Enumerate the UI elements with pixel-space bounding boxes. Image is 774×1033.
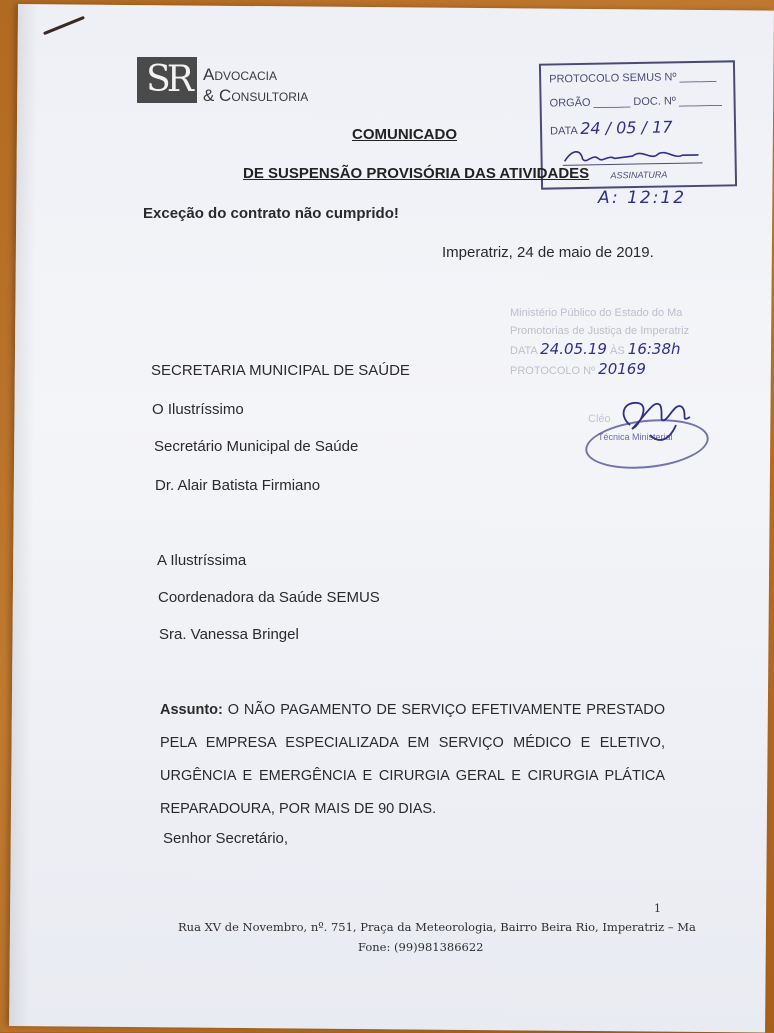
- recipient-line-4: Dr. Alair Batista Firmiano: [155, 477, 321, 494]
- salutation: Senhor Secretário,: [163, 830, 289, 847]
- logo-line-1: Advocacia: [203, 65, 278, 84]
- stamp-line-orgao: ORGÃO ______ DOC. Nº _______: [549, 94, 722, 110]
- page-number: 1: [654, 902, 661, 915]
- stamp-caption: ASSINATURA: [610, 169, 668, 181]
- received-stamp-line-2: Promotorias de Justiça de Imperatriz: [510, 325, 690, 337]
- oval-stamp-role: Técnica Ministerial: [598, 432, 673, 442]
- logo-text: [203, 64, 308, 106]
- stamp-line-data: DATA 24 / 05 / 17: [549, 117, 673, 139]
- official-signature: [610, 395, 700, 455]
- recipient2-line-3: Sra. Vanessa Bringel: [159, 626, 299, 643]
- received-stamp-date-row: DATA 24.05.19 ÀS 16:38h: [510, 340, 681, 358]
- received-stamp: [510, 304, 689, 380]
- received-date-value: 24.05.19: [540, 340, 607, 358]
- exception-notice: Exceção do contrato não cumprido!: [143, 205, 399, 222]
- recipient2-line-2: Coordenadora da Saúde SEMUS: [158, 589, 380, 606]
- stamp-signature: [562, 143, 702, 167]
- stamp-time: A: 12:12: [598, 188, 687, 208]
- subject-text: O NÃO PAGAMENTO DE SERVIÇO EFETIVAMENTE PRESTADO PELA EMPRESA ESPECIALIZADA EM SERVIÇO MÉDICO E ELETIVO, URGÊNCIA E EMERGÊNCIA E CIRURGIA GERAL E CIRURGIA PLÁTICA REPARADOURA, POR MAIS DE 90 DIAS.: [160, 702, 665, 817]
- subject-label: Assunto:: [160, 702, 223, 718]
- logo-letters: SR: [146, 59, 190, 100]
- footer-address: Rua XV de Novembro, nº. 751, Praça da Meteorologia, Bairro Beira Rio, Imperatriz – Ma: [178, 920, 696, 934]
- recipient-line-1: SECRETARIA MUNICIPAL DE SAÚDE: [151, 362, 410, 379]
- received-stamp-line-1: Ministério Público do Estado do Ma: [510, 307, 683, 319]
- recipient2-line-1: A Ilustríssima: [157, 552, 247, 569]
- recipient-line-2: O Ilustríssimo: [152, 401, 244, 418]
- received-protocol-value: 20169: [598, 360, 646, 378]
- document-title: COMUNICADO: [352, 126, 457, 143]
- received-time-value: 16:38h: [627, 340, 681, 358]
- document-subtitle: DE SUSPENSÃO PROVISÓRIA DAS ATIVIDADES: [243, 165, 590, 182]
- logo-line-2: & Consultoria: [203, 86, 309, 105]
- oval-stamp-name: Cléo: [588, 413, 611, 425]
- stamp-line-protocol: PROTOCOLO SEMUS Nº ______: [549, 70, 717, 86]
- footer-phone: Fone: (99)981386622: [358, 940, 484, 954]
- stamp-date-value: 24 / 05 / 17: [580, 117, 673, 139]
- subject-paragraph: [160, 694, 665, 826]
- received-stamp-protocol-row: PROTOCOLO Nº 20169: [510, 360, 646, 378]
- place-date: Imperatriz, 24 de maio de 2019.: [442, 244, 654, 261]
- recipient-line-3: Secretário Municipal de Saúde: [154, 438, 359, 455]
